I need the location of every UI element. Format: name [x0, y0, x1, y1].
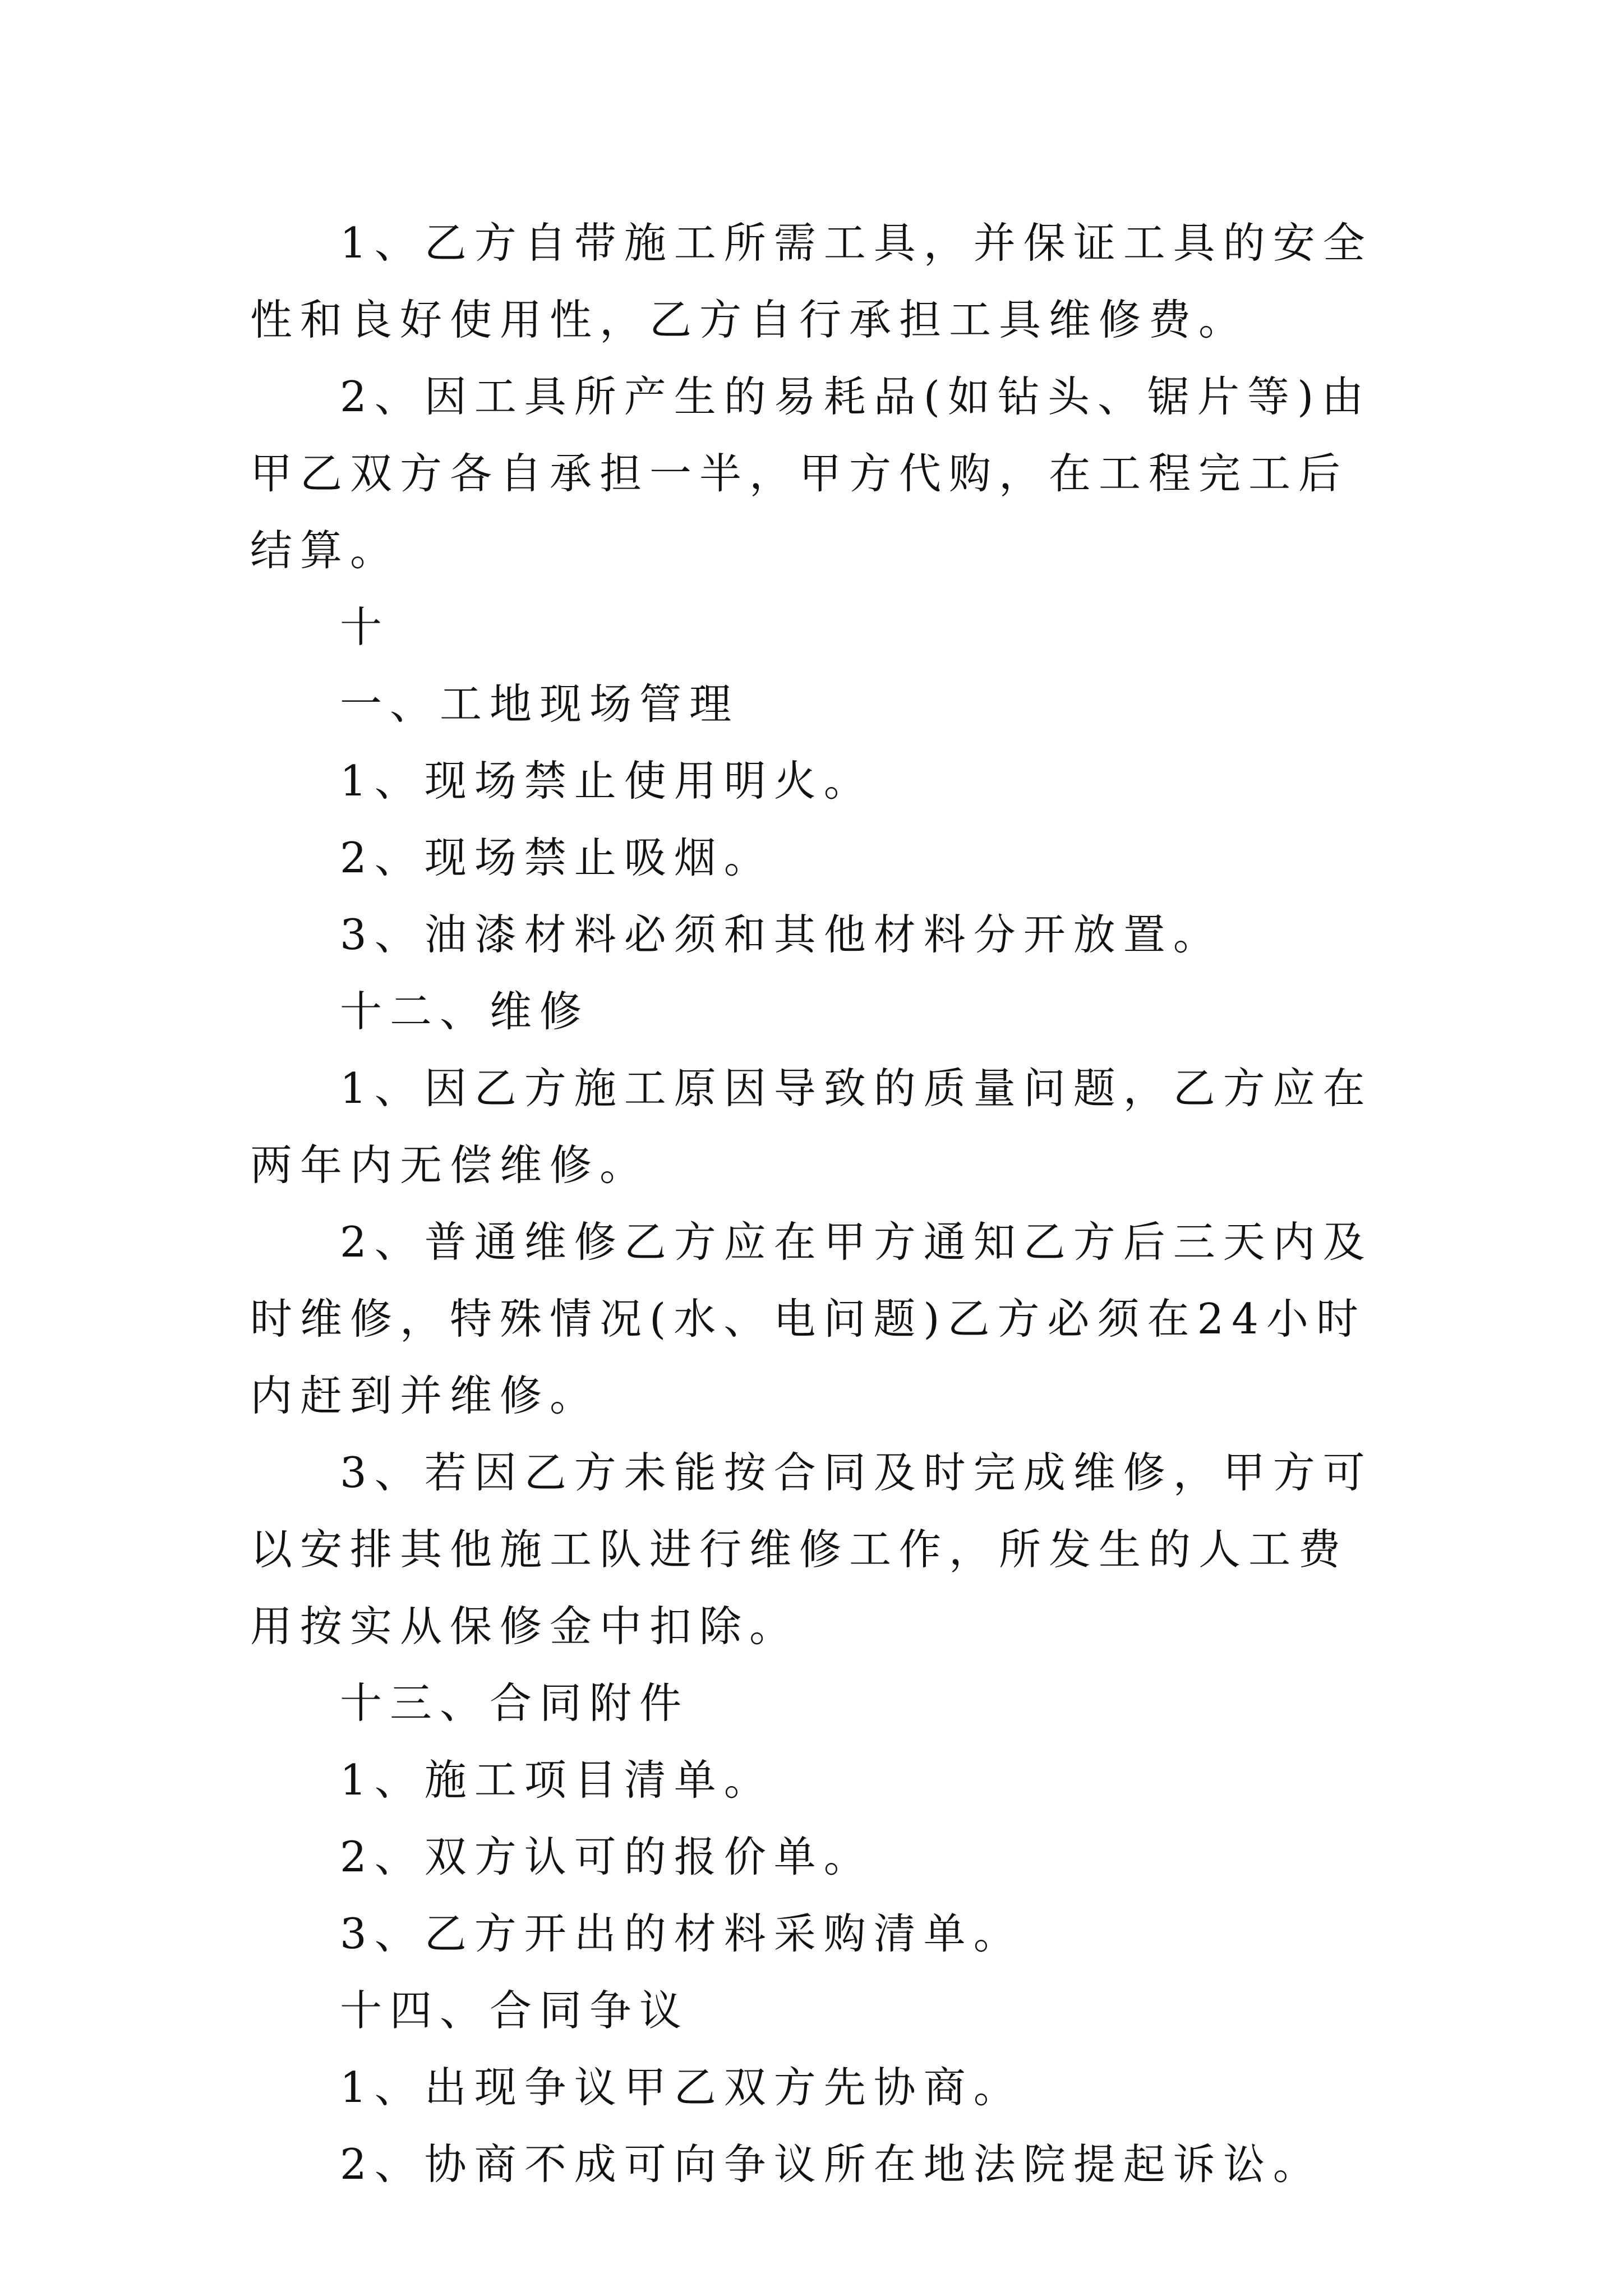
- paragraph-maintenance-response: 2、普通维修乙方应在甲方通知乙方后三天内及时维修，特殊情况(水、电问题)乙方必须在24小时内赶到并维修。: [250, 1217, 1373, 1420]
- paragraph-maintenance-deduction: 3、若因乙方未能按合同及时完成维修，甲方可以安排其他施工队进行维修工作，所发生的人工费用按实从保修金中扣除。: [250, 1448, 1373, 1651]
- section-number-ten: 十: [340, 602, 390, 652]
- paragraph-maintenance-warranty: 1、因乙方施工原因导致的质量问题，乙方应在两年内无偿维修。: [250, 1064, 1373, 1190]
- paragraph-tools-responsibility: 1、乙方自带施工所需工具，并保证工具的安全性和良好使用性，乙方自行承担工具维修费。: [250, 218, 1373, 344]
- section-heading-maintenance: 十二、维修: [340, 987, 590, 1036]
- paragraph-consumables: 2、因工具所产生的易耗品(如钻头、锯片等)由甲乙双方各自承担一半，甲方代购，在工程完工后结算。: [250, 372, 1372, 575]
- paragraph-paint-storage: 3、油漆材料必须和其他材料分开放置。: [340, 910, 1223, 959]
- paragraph-no-smoking: 2、现场禁止吸烟。: [340, 833, 774, 882]
- document-body: [250, 205, 1383, 2203]
- section-heading-contract-disputes: 十四、合同争议: [340, 1986, 690, 2035]
- paragraph-dispute-litigation: 2、协商不成可向争议所在地法院提起诉讼。: [340, 2139, 1323, 2189]
- paragraph-attachment-project-list: 1、施工项目清单。: [340, 1755, 774, 1805]
- section-heading-contract-attachments: 十三、合同附件: [340, 1678, 690, 1728]
- paragraph-attachment-material-list: 3、乙方开出的材料采购清单。: [340, 1909, 1023, 1958]
- section-heading-site-management: 一、工地现场管理: [340, 679, 740, 729]
- paragraph-dispute-negotiation: 1、出现争议甲乙双方先协商。: [340, 2063, 1023, 2112]
- paragraph-attachment-quotation: 2、双方认可的报价单。: [340, 1832, 874, 1881]
- paragraph-no-open-flame: 1、现场禁止使用明火。: [340, 756, 874, 806]
